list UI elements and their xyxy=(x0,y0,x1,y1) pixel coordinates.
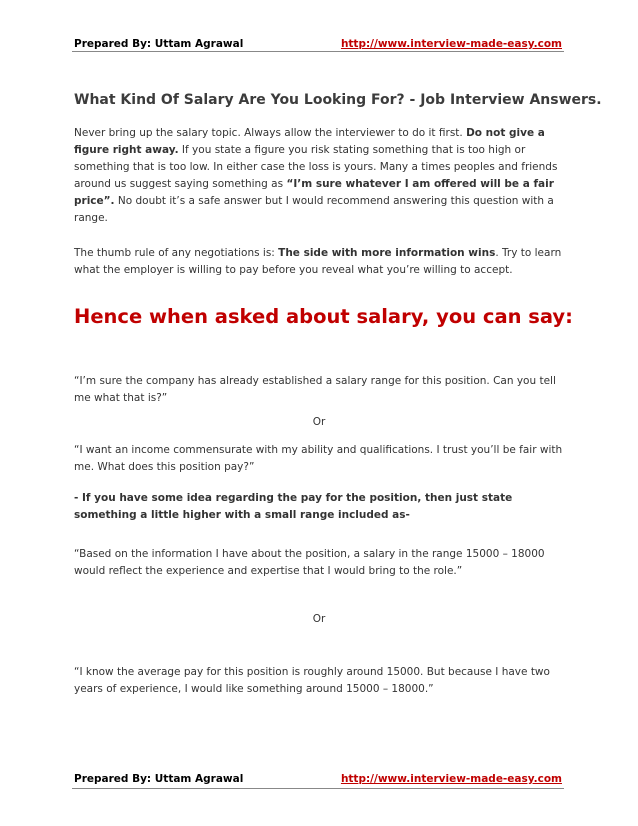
intro-text-3: No doubt it’s a safe answer but I would recommend answering this question with a range. xyxy=(74,195,554,224)
rule-text-1: The thumb rule of any negotiations is: xyxy=(74,247,279,259)
footer-url-link[interactable]: http://www.interview-made-easy.com xyxy=(340,773,562,785)
section-heading: Hence when asked about salary, you can say: xyxy=(74,305,573,328)
or-separator-1: Or xyxy=(312,416,326,428)
answer-quote-4: “I know the average pay for this position is roughly around 15000. But because I have two years of experience, I would like something around 15000 – 18000.” xyxy=(74,666,550,695)
rule-paragraph xyxy=(74,245,568,279)
page-title: What Kind Of Salary Are You Looking For? - Job Interview Answers. xyxy=(74,92,602,108)
intro-text-1: Never bring up the salary topic. Always allow the interviewer to do it first. xyxy=(74,127,467,139)
intro-bold-1: Do not give a figure right away. xyxy=(74,127,545,156)
intro-text-2: If you state a figure you risk stating something that is too high or something that is too low. In either case the loss is yours. Many a times peoples and friends around us suggest saying something as xyxy=(74,144,558,190)
answer-quote-2: “I want an income commensurate with my ability and qualifications. I trust you’ll be fair with me. What does this position pay?” xyxy=(74,444,563,473)
intro-bold-2: “I’m sure whatever I am offered will be a fair price”. xyxy=(74,178,554,207)
range-tip: - If you have some idea regarding the pay for the position, then just state something a little higher with a small range included as- xyxy=(74,492,513,521)
answer-quote-3: “Based on the information I have about the position, a salary in the range 15000 – 18000 would reflect the experience and expertise that I would bring to the role.” xyxy=(74,548,545,577)
footer-author: Prepared By: Uttam Agrawal xyxy=(74,773,244,785)
page-header xyxy=(74,38,562,50)
header-author: Prepared By: Uttam Agrawal xyxy=(74,38,244,50)
intro-paragraph xyxy=(74,125,568,227)
answer-quote-1: “I’m sure the company has already established a salary range for this position. Can you tell me what that is?” xyxy=(74,375,556,404)
header-divider xyxy=(72,51,564,52)
or-separator-2: Or xyxy=(312,613,326,625)
page-footer xyxy=(74,773,562,785)
header-url-link[interactable]: http://www.interview-made-easy.com xyxy=(340,38,562,50)
rule-bold: The side with more information wins xyxy=(278,247,496,259)
rule-text-2: . Try to learn what the employer is willing to pay before you reveal what you’re willing to accept. xyxy=(74,247,562,276)
footer-divider xyxy=(72,788,564,789)
